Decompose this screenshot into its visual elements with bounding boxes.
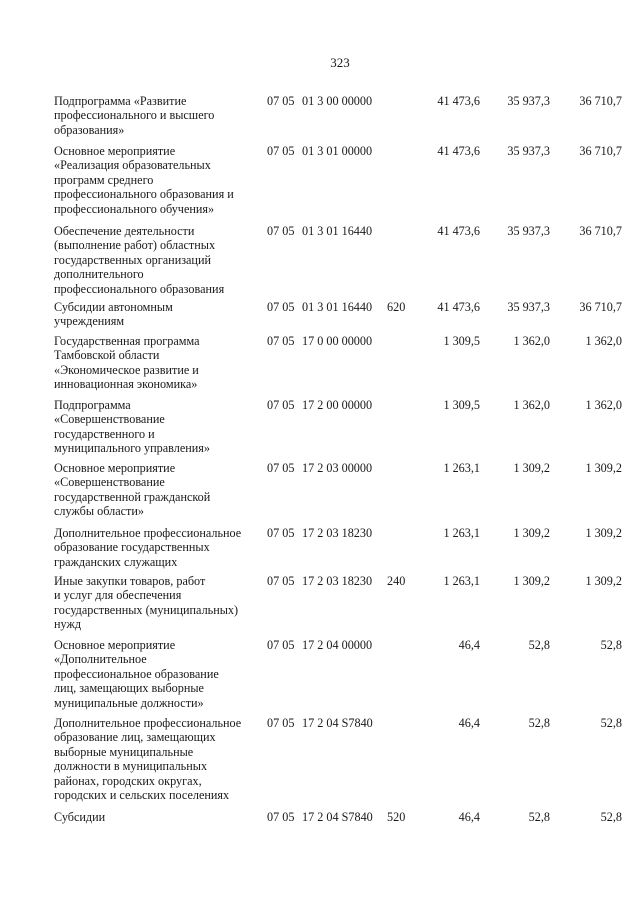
page-number: 323: [330, 55, 350, 70]
row-value-2: 35 937,3: [507, 144, 550, 158]
row-value-2: 52,8: [528, 638, 550, 652]
row-expense-type: 520: [387, 810, 406, 824]
row-value-2: 35 937,3: [507, 224, 550, 238]
row-target-code: 01 3 01 16440: [302, 224, 373, 238]
row-expense-type: 240: [387, 574, 406, 588]
row-value-2: 1 309,2: [513, 574, 550, 588]
row-section-code: 07 05: [267, 526, 295, 540]
row-value-1: 1 263,1: [443, 574, 480, 588]
row-section-code: 07 05: [267, 398, 295, 412]
row-section-code: 07 05: [267, 224, 295, 238]
row-target-code: 01 3 01 16440: [302, 300, 373, 314]
row-value-3: 1 362,0: [585, 334, 622, 348]
row-value-3: 52,8: [600, 810, 622, 824]
row-value-2: 1 309,2: [513, 461, 550, 475]
row-name: Иные закупки товаров, работ и услуг для обеспечения государственных (муниципальных) нужд: [54, 574, 239, 632]
row-section-code: 07 05: [267, 810, 295, 824]
row-value-1: 41 473,6: [437, 94, 480, 108]
row-section-code: 07 05: [267, 574, 295, 588]
row-value-1: 46,4: [458, 716, 480, 730]
row-value-3: 36 710,7: [579, 300, 622, 314]
row-value-1: 46,4: [458, 638, 480, 652]
row-value-3: 1 309,2: [585, 574, 622, 588]
row-target-code: 17 2 03 18230: [302, 574, 373, 588]
row-name: Субсидии автономным учреждениям: [54, 300, 173, 329]
row-section-code: 07 05: [267, 300, 295, 314]
row-value-1: 1 263,1: [443, 461, 480, 475]
row-value-1: 1 263,1: [443, 526, 480, 540]
row-target-code: 17 2 04 00000: [302, 638, 373, 652]
row-section-code: 07 05: [267, 716, 295, 730]
row-target-code: 17 2 03 00000: [302, 461, 373, 475]
row-value-2: 52,8: [528, 810, 550, 824]
row-target-code: 17 0 00 00000: [302, 334, 373, 348]
row-name: Основное мероприятие «Дополнительное профессиональное образование лиц, замещающих выборные муниципальные должности»: [54, 638, 219, 710]
row-value-3: 36 710,7: [579, 144, 622, 158]
row-name: Дополнительное профессиональное образование лиц, замещающих выборные муниципальные должности в муниципальных районах, городских округах, городских и сельских поселениях: [54, 716, 242, 803]
row-value-3: 36 710,7: [579, 224, 622, 238]
row-section-code: 07 05: [267, 94, 295, 108]
row-section-code: 07 05: [267, 144, 295, 158]
row-value-1: 41 473,6: [437, 300, 480, 314]
row-value-3: 1 309,2: [585, 461, 622, 475]
row-name: Подпрограмма «Развитие профессионального и высшего образования»: [54, 94, 215, 137]
row-value-2: 1 362,0: [513, 398, 550, 412]
row-value-1: 1 309,5: [443, 334, 480, 348]
row-target-code: 17 2 04 S7840: [302, 716, 373, 730]
row-name: Основное мероприятие «Совершенствование государственной гражданской службы области»: [54, 461, 211, 519]
row-value-3: 1 309,2: [585, 526, 622, 540]
row-target-code: 17 2 03 18230: [302, 526, 373, 540]
row-value-2: 35 937,3: [507, 94, 550, 108]
row-section-code: 07 05: [267, 461, 295, 475]
row-value-3: 36 710,7: [579, 94, 622, 108]
row-value-3: 52,8: [600, 716, 622, 730]
row-name: Государственная программа Тамбовской области «Экономическое развитие и инновационная экономика»: [54, 334, 200, 392]
row-section-code: 07 05: [267, 334, 295, 348]
row-value-1: 41 473,6: [437, 144, 480, 158]
row-value-1: 1 309,5: [443, 398, 480, 412]
row-name: Основное мероприятие «Реализация образовательных программ среднего профессионального образования и профессионального обучения»: [54, 144, 234, 216]
row-value-2: 35 937,3: [507, 300, 550, 314]
row-target-code: 17 2 04 S7840: [302, 810, 373, 824]
row-value-1: 46,4: [458, 810, 480, 824]
row-value-2: 52,8: [528, 716, 550, 730]
row-target-code: 17 2 00 00000: [302, 398, 373, 412]
row-target-code: 01 3 00 00000: [302, 94, 373, 108]
row-value-3: 52,8: [600, 638, 622, 652]
row-name: Субсидии: [54, 810, 106, 824]
row-name: Дополнительное профессиональное образование государственных гражданских служащих: [54, 526, 242, 569]
row-section-code: 07 05: [267, 638, 295, 652]
row-name: Обеспечение деятельности (выполнение работ) областных государственных организаций дополнительного профессионального образования: [54, 224, 225, 296]
row-name: Подпрограмма «Совершенствование государственного и муниципального управления»: [54, 398, 210, 456]
row-expense-type: 620: [387, 300, 406, 314]
row-value-2: 1 362,0: [513, 334, 550, 348]
row-target-code: 01 3 01 00000: [302, 144, 373, 158]
row-value-1: 41 473,6: [437, 224, 480, 238]
row-value-2: 1 309,2: [513, 526, 550, 540]
row-value-3: 1 362,0: [585, 398, 622, 412]
